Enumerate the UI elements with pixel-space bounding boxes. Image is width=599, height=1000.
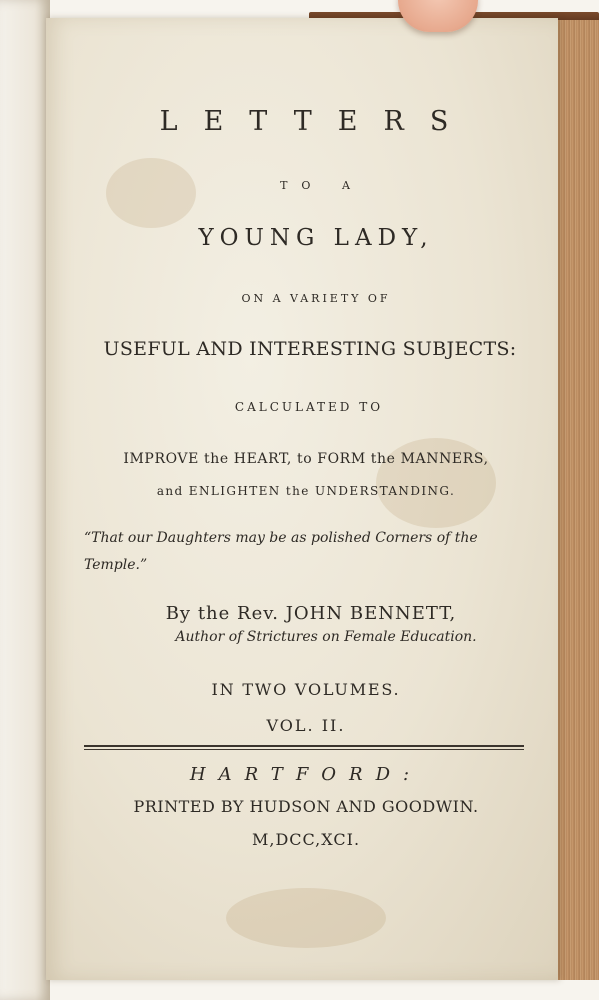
imprint-place: HARTFORD: [189, 764, 423, 785]
title-page [46, 18, 558, 980]
imprint-year: M,DCC,XCI. [251, 830, 361, 849]
calculated-line: CALCULATED TO [234, 400, 384, 414]
volumes-line: IN TWO VOLUMES. [211, 680, 401, 699]
volume-number: VOL. II. [266, 716, 346, 735]
enlighten-line: and ENLIGHTEN the UNDERSTANDING. [156, 484, 456, 498]
divider-rule-thin [84, 749, 524, 750]
imprint-printer: PRINTED BY HUDSON AND GOODWIN. [133, 797, 479, 816]
author-line: By the Rev. JOHN BENNETT, [165, 603, 457, 624]
divider-rule [84, 745, 524, 747]
book-title: LETTERS [159, 106, 475, 137]
foxing-stain [226, 888, 386, 948]
epigraph: “That our Daughters may be as polished Corners of the Temple.” [84, 530, 478, 573]
title-connector: TO A [280, 179, 364, 192]
foxing-stain [106, 158, 196, 228]
subjects-line: USEFUL AND INTERESTING SUBJECTS: [103, 338, 517, 360]
author-credit: Author of Strictures on Female Education. [175, 629, 477, 645]
book-subtitle: YOUNG LADY, [198, 225, 434, 251]
variety-line: ON A VARIETY OF [241, 292, 391, 305]
facing-page-edge [0, 0, 50, 1000]
improve-line: IMPROVE the HEART, to FORM the MANNERS, [123, 451, 489, 467]
